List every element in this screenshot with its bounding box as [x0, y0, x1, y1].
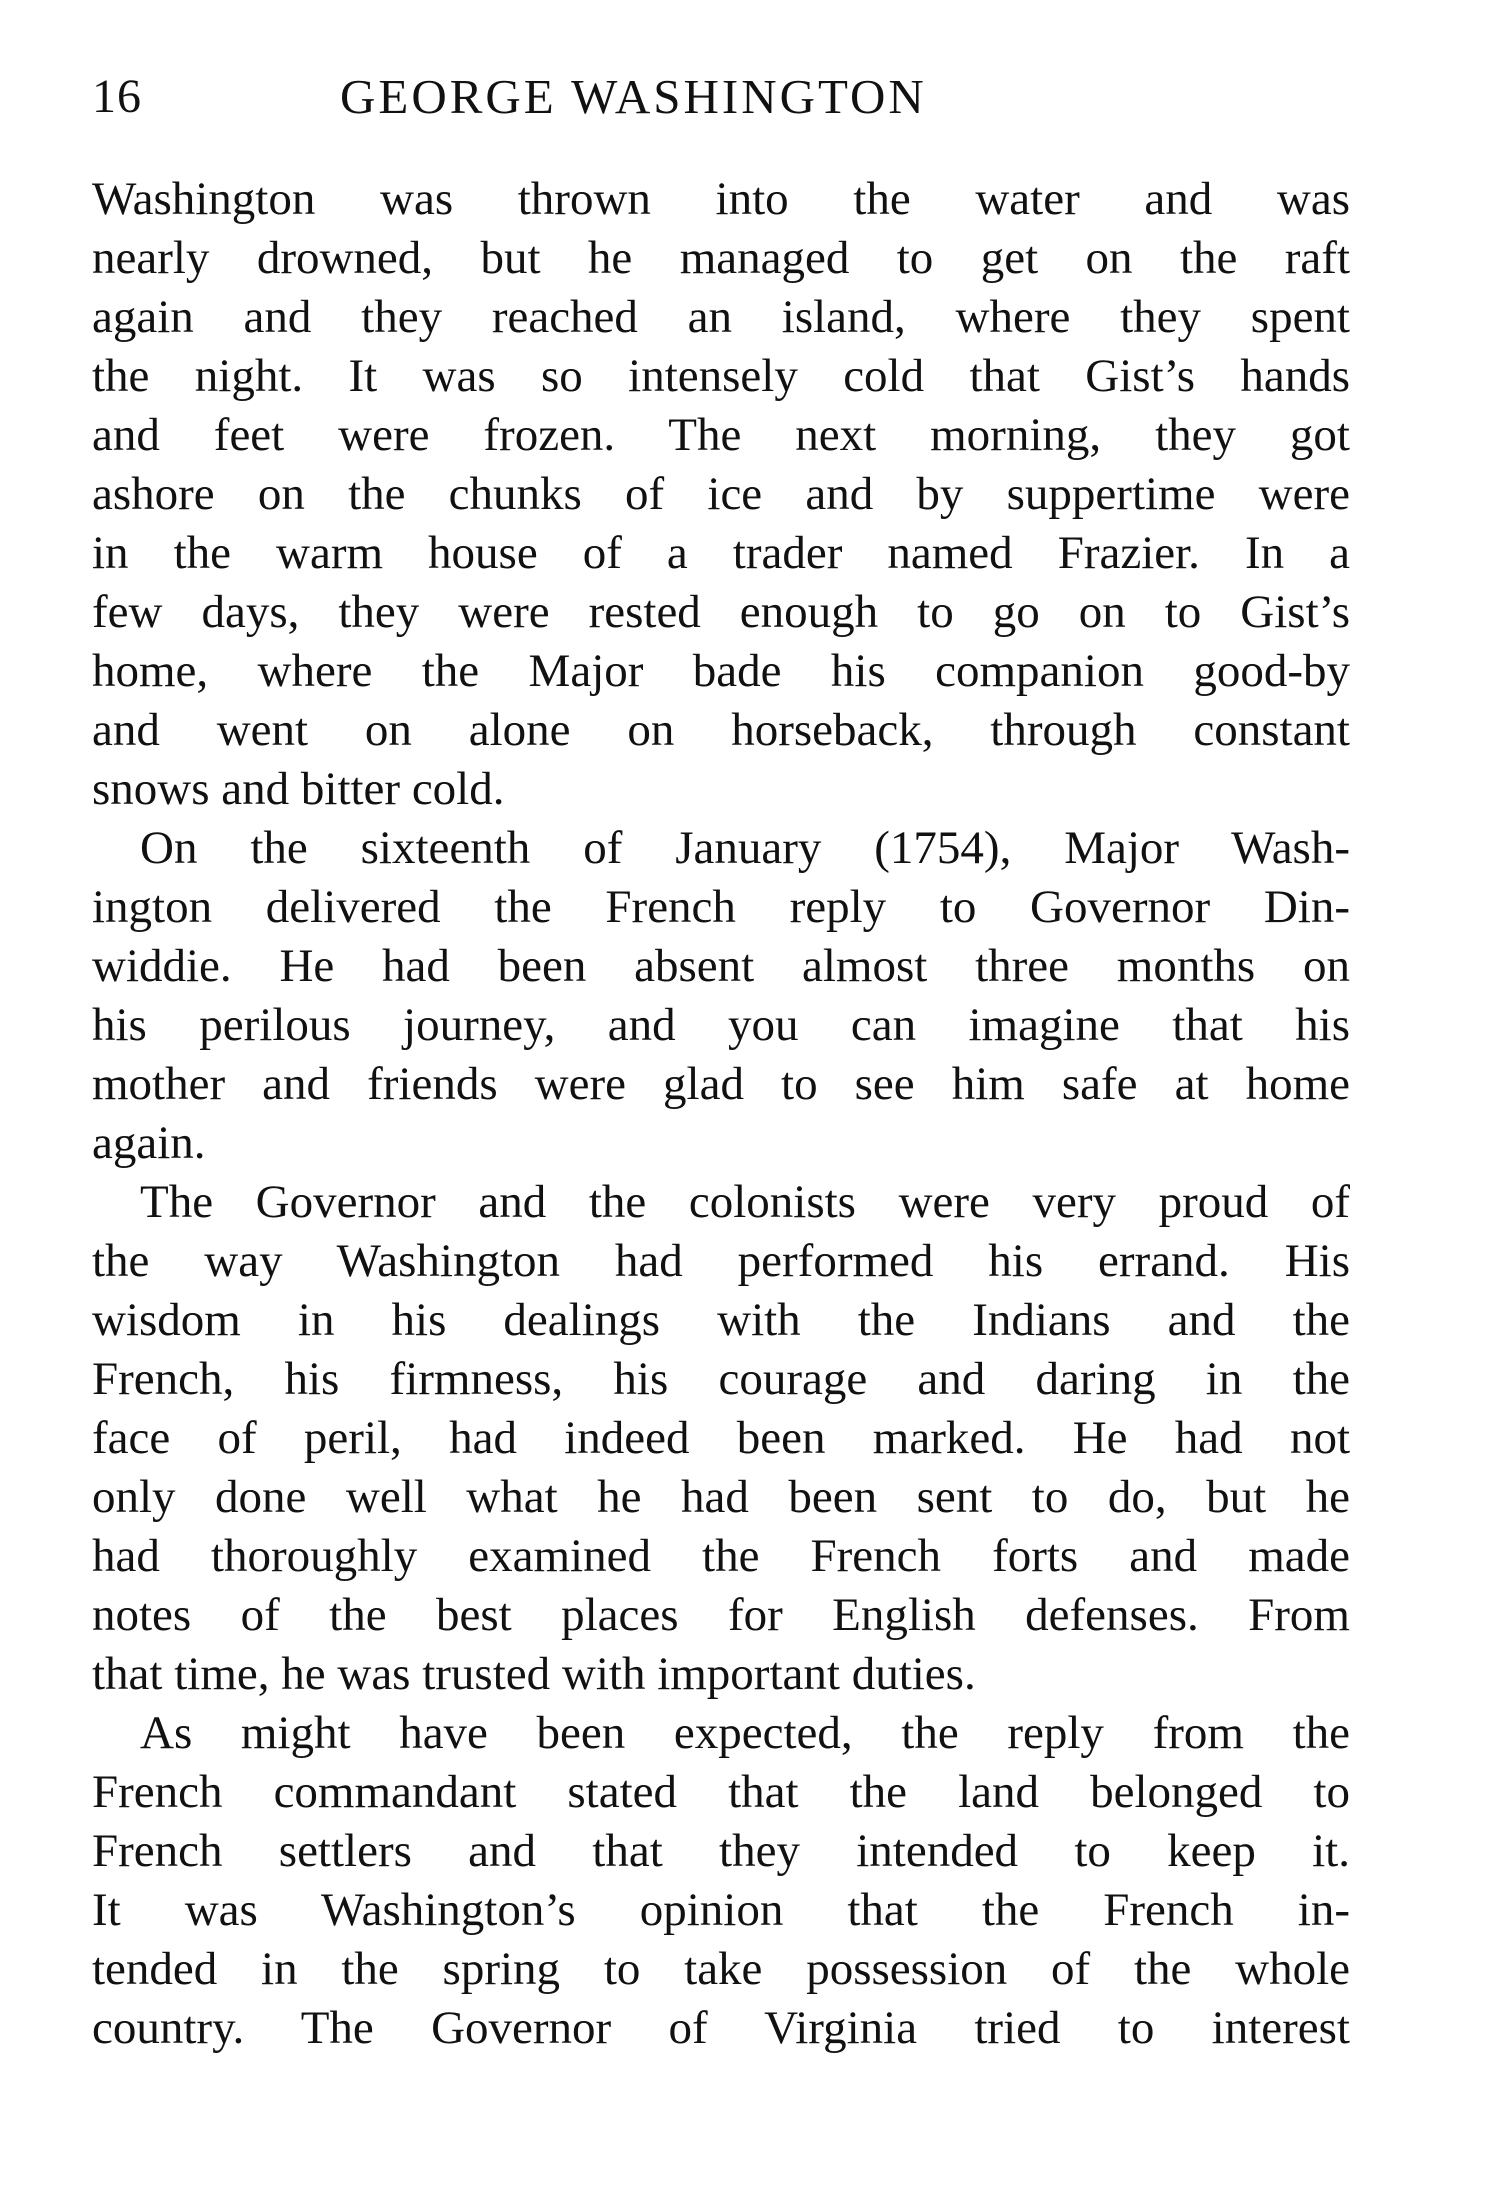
text-line: only done well what he had been sent to do, but he [92, 1471, 1350, 1523]
text-line: nearly drowned, but he managed to get on the raft [92, 232, 1350, 284]
text-line: French, his firmness, his courage and daring in the [92, 1353, 1350, 1405]
text-line: French settlers and that they intended to keep it. [92, 1825, 1350, 1877]
text-line: in the warm house of a trader named Frazier. In a [92, 527, 1350, 579]
text-line: again. [92, 1117, 206, 1169]
text-line: tended in the spring to take possession of the whole [92, 1943, 1350, 1995]
text-line: As might have been expected, the reply from the [140, 1707, 1350, 1759]
text-line: On the sixteenth of January (1754), Major Wash- [140, 822, 1350, 874]
text-line: ington delivered the French reply to Governor Din- [92, 881, 1350, 933]
paragraph [92, 1173, 1350, 1704]
text-line: French commandant stated that the land belonged to [92, 1766, 1350, 1818]
text-line: The Governor and the colonists were very proud of [140, 1176, 1350, 1228]
text-line: that time, he was trusted with important duties. [92, 1648, 976, 1700]
running-head [92, 62, 1352, 132]
text-line: wisdom in his dealings with the Indians and the [92, 1294, 1350, 1346]
text-line: snows and bitter cold. [92, 763, 505, 815]
page-number: 16 [92, 70, 142, 123]
text-line: home, where the Major bade his companion good-by [92, 645, 1350, 697]
text-line: few days, they were rested enough to go on to Gist’s [92, 586, 1350, 638]
text-line: face of peril, had indeed been marked. He had not [92, 1412, 1350, 1464]
text-line: Washington was thrown into the water and was [92, 173, 1350, 225]
text-line: and went on alone on horseback, through constant [92, 704, 1350, 756]
text-line: had thoroughly examined the French forts and made [92, 1530, 1350, 1582]
text-line: mother and friends were glad to see him safe at home [92, 1058, 1350, 1110]
text-line: ashore on the chunks of ice and by suppertime were [92, 468, 1350, 520]
text-line: the night. It was so intensely cold that Gist’s hands [92, 350, 1350, 402]
text-line: his perilous journey, and you can imagine that his [92, 999, 1350, 1051]
text-line: It was Washington’s opinion that the French in- [92, 1884, 1350, 1936]
text-line: notes of the best places for English defenses. From [92, 1589, 1350, 1641]
text-line: again and they reached an island, where they spent [92, 291, 1350, 343]
paragraph [92, 819, 1350, 1173]
text-line: country. The Governor of Virginia tried to interest [92, 2002, 1350, 2054]
text-line: the way Washington had performed his errand. His [92, 1235, 1350, 1287]
running-head-title: GEORGE WASHINGTON [340, 69, 927, 124]
text-line: and feet were frozen. The next morning, they got [92, 409, 1350, 461]
text-line: widdie. He had been absent almost three months on [92, 940, 1350, 992]
paragraph [92, 170, 1350, 819]
paragraph [92, 1704, 1350, 2058]
body-text [92, 170, 1350, 2058]
